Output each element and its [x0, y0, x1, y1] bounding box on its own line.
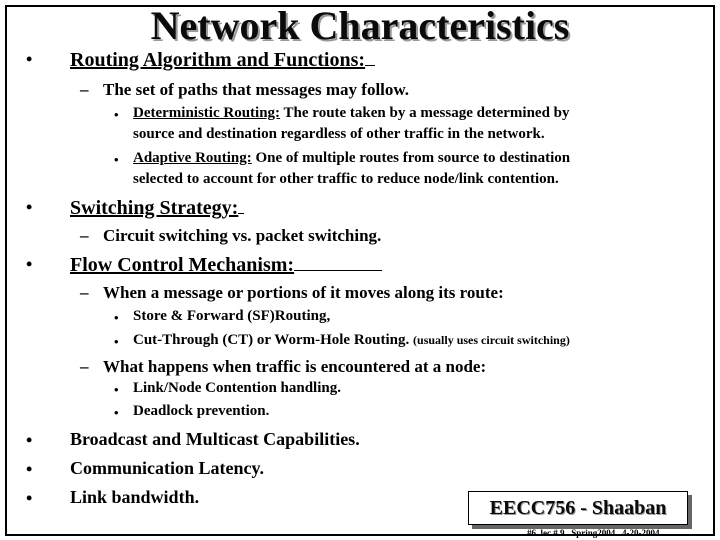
routing-heading [70, 49, 375, 72]
course-footer-box: EECC756 - Shaaban [468, 491, 688, 525]
slide-title: Network Characteristics [150, 3, 570, 48]
flow-sub1: When a message or portions of it moves along its route: [103, 283, 504, 302]
footer-lecture: lec # 9 [540, 528, 565, 538]
flow-heading [70, 254, 382, 277]
bullet-level1: • [26, 459, 33, 479]
switching-heading [70, 197, 244, 220]
switching-heading-text: Switching Strategy: [70, 197, 239, 219]
bullet-level2: – [80, 226, 89, 245]
underline-extension [238, 212, 244, 214]
underline-extension [365, 64, 375, 66]
bullet-level1: • [26, 197, 33, 217]
bullet-level3: • [114, 334, 119, 349]
deterministic-routing-line1 [133, 105, 570, 122]
deterministic-routing-label: Deterministic Routing: [133, 105, 281, 121]
routing-sub: The set of paths that messages may follow. [103, 80, 409, 99]
extra-item-broadcast: Broadcast and Multicast Capabilities. [70, 429, 360, 449]
bullet-level2: – [80, 283, 89, 302]
flow-sub1-item2 [133, 332, 570, 349]
bullet-level3: • [114, 107, 119, 122]
flow-sub2: What happens when traffic is encountered at a node: [103, 357, 487, 376]
adaptive-routing-label: Adaptive Routing: [133, 150, 252, 166]
flow-sub2-item1: Link/Node Contention handling. [133, 380, 341, 396]
underline-extension [294, 269, 382, 271]
routing-heading-text: Routing Algorithm and Functions: [70, 49, 366, 71]
bullet-level3: • [114, 310, 119, 325]
adaptive-routing-line1 [133, 150, 570, 167]
flow-sub1-item2-text: Cut-Through (CT) or Worm-Hole Routing. [133, 332, 410, 348]
flow-sub1-item1: Store & Forward (SF)Routing, [133, 308, 331, 324]
footer-slide-number: #6 [527, 528, 536, 538]
extra-item-bandwidth: Link bandwidth. [70, 487, 200, 507]
adaptive-routing-text1: One of multiple routes from source to destination [255, 150, 571, 166]
footer-date: 4-20-2004 [622, 528, 660, 538]
footer-term: Spring2004 [571, 528, 616, 538]
bullet-level1: • [26, 430, 33, 450]
bullet-level3: • [114, 405, 119, 420]
deterministic-routing-text1: The route taken by a message determined by [283, 105, 570, 121]
flow-sub1-note: (usually uses circuit switching) [413, 333, 570, 347]
footer-meta [527, 528, 660, 538]
flow-sub2-item2: Deadlock prevention. [133, 403, 270, 419]
deterministic-routing-line2: source and destination regardless of other traffic in the network. [133, 126, 545, 142]
bullet-level3: • [114, 152, 119, 167]
flow-heading-text: Flow Control Mechanism: [70, 254, 295, 276]
extra-item-latency: Communication Latency. [70, 458, 265, 478]
bullet-level2: – [80, 80, 89, 99]
bullet-level2: – [80, 357, 89, 376]
bullet-level3: • [114, 382, 119, 397]
bullet-level1: • [26, 254, 33, 274]
bullet-level1: • [26, 49, 33, 69]
adaptive-routing-line2: selected to account for other traffic to reduce node/link contention. [133, 171, 559, 187]
bullet-level1: • [26, 488, 33, 508]
switching-sub: Circuit switching vs. packet switching. [103, 226, 382, 245]
